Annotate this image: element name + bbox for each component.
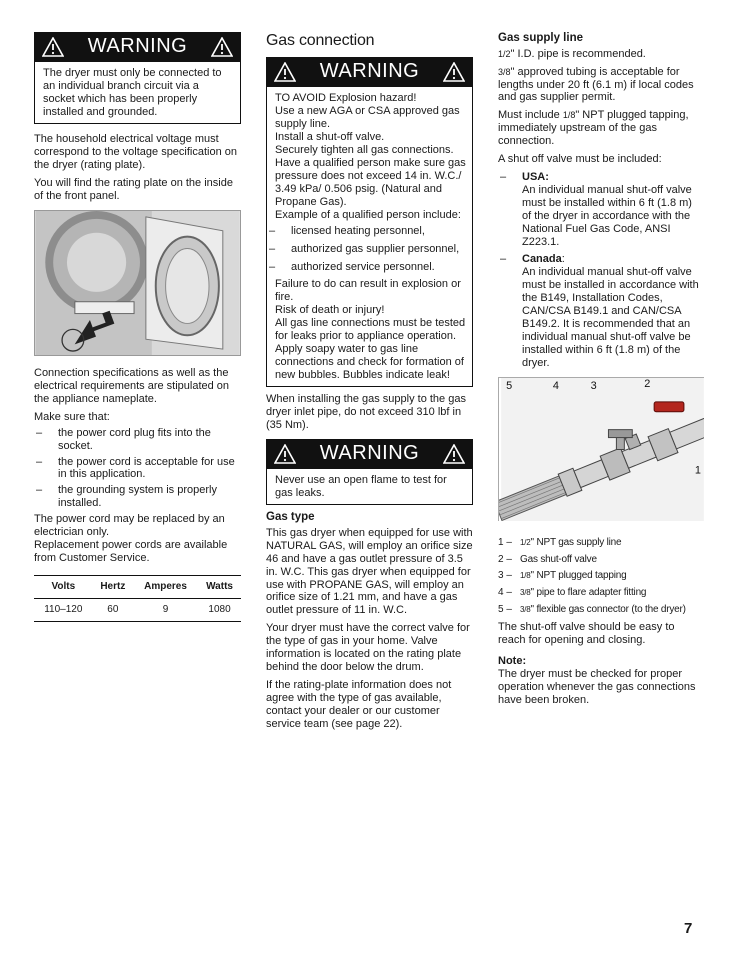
warning-title: WARNING (319, 60, 420, 83)
connection-specs-paragraph: Connection specifications as well as the electrical requirements are stipulated on the appliance nameplate. (34, 366, 230, 405)
warning-line: Example of a qualified person include: (275, 208, 461, 221)
warning-line: Securely tighten all gas connections. (275, 143, 454, 156)
fraction: 3/8 (520, 605, 531, 614)
fraction: 1/8 (562, 110, 576, 121)
warning-body (266, 469, 473, 505)
gas-pipe-diagram (498, 377, 704, 521)
legend-number: 5 – (498, 604, 512, 615)
warning-triangle-icon (443, 444, 465, 464)
warning-line: Install a shut-off valve. (275, 130, 385, 143)
legend-label: " NPT gas supply line (530, 536, 622, 548)
valve-access-paragraph: The shut-off valve should be easy to reach for opening and closing. (498, 620, 675, 646)
country-label: – USA: (522, 171, 549, 184)
warning-triangle-icon (211, 37, 233, 57)
table-header: Hertz (93, 576, 133, 599)
list-item (498, 253, 704, 370)
legend-text (520, 554, 597, 566)
country-text: An individual manual shut-off valve must be installed within 6 ft (1.8 m) of the dryer in accordance with the National Fuel Gas Code, ANSI Z223.1. (522, 184, 692, 249)
warning-header (34, 32, 241, 62)
figure-label: 3 (590, 379, 597, 392)
warning-line: Have a qualified person make sure gas pressure does not exceed 14 in. W.C./ 3.49 kPa/ 0.506 psig. (Natural and Propane Gas). (275, 156, 466, 208)
legend-text (520, 570, 626, 582)
legend-label: " flexible gas connector (to the dryer) (530, 604, 686, 615)
replacement-paragraph: Replacement power cords are available from Customer Service. (34, 539, 228, 565)
figure-label: 2 (644, 377, 651, 390)
electrical-spec-table (34, 575, 241, 622)
warning-body (266, 87, 473, 387)
table-row (34, 599, 241, 622)
pipe-paragraph (498, 48, 704, 61)
legend-number: 2 – (498, 553, 512, 565)
figure-label: 4 (552, 379, 559, 392)
warning-line: Use a new AGA or CSA approved gas supply line. (275, 104, 460, 130)
tapping-text: " NPT plugged tapping, immediately upstream of the gas connection. (498, 109, 689, 148)
note-paragraph (498, 655, 704, 707)
legend-label: " pipe to flare adapter fitting (530, 587, 647, 599)
legend-label: " NPT plugged tapping (530, 570, 627, 582)
list-item: – the grounding system is properly installed. (34, 484, 241, 510)
power-cord-paragraph (34, 513, 241, 539)
gas-type-paragraph: Your dryer must have the correct valve for the type of gas in your home. Valve information is located on the rating plate behind the door below the drum. (266, 622, 470, 674)
table-header-row (34, 576, 241, 599)
qualified-person-list (267, 225, 468, 274)
gas-type-paragraph: This gas dryer when equipped for use with NATURAL GAS, will employ an orifice size 46 and have a gas outlet pressure of 3.5 in. W.C. This gas dryer when equipped for use with PROPANE GAS, will employ an orifice size of 1.21 mm, and have a gas outlet pressure of 11 in. W.C. (266, 526, 473, 617)
table-cell: 60 (93, 599, 133, 622)
list-item: – licensed heating personnel, (267, 225, 468, 238)
table-header: Watts (198, 576, 241, 599)
page-number: 7 (684, 920, 693, 937)
left-column (34, 32, 241, 622)
rating-plate-paragraph: You will find the rating plate on the inside of the front panel. (34, 176, 233, 202)
legend-item (498, 554, 704, 566)
pipe-text: " I.D. pipe is recommended. (510, 47, 646, 60)
fraction: 3/8 (498, 66, 511, 77)
legend-item (498, 537, 704, 549)
voltage-paragraph: The household electrical voltage must correspond to the voltage specification on the dryer (rating plate). (34, 132, 238, 171)
dryer-rating-plate-photo (34, 210, 241, 356)
gas-supply-line-heading: Gas supply line (498, 32, 583, 44)
warning-triangle-icon (443, 62, 465, 82)
note-text: The dryer must be checked for proper operation whenever the gas connections have been broken. (498, 667, 696, 706)
country-list (498, 171, 704, 370)
warning-title: WARNING (87, 35, 188, 58)
right-column (498, 32, 704, 712)
figure-label: 1 (694, 464, 701, 477)
legend-text (520, 537, 621, 549)
warning-header (266, 439, 473, 469)
legend-text (520, 587, 646, 599)
list-item: – the power cord is acceptable for use in this application. (34, 456, 241, 482)
legend-item (498, 570, 704, 582)
warning-triangle-icon (274, 444, 296, 464)
fraction: 3/8 (520, 588, 531, 598)
table-cell: 9 (133, 599, 198, 622)
tubing-paragraph (498, 66, 704, 105)
warning-text: The dryer must only be connected to an individual branch circuit via a socket which has been properly installed and grounded. (43, 67, 222, 118)
warning-line: All gas line connections must be tested for leaks prior to appliance operation. Apply soapy water to gas line connections and check for formation of new bubbles. Bubbles indicate leak! (275, 317, 466, 382)
legend-item (498, 587, 704, 599)
make-sure-list (34, 427, 241, 511)
list-item: – authorized gas supplier personnel, (267, 243, 468, 256)
warning-body (34, 62, 241, 124)
warning-triangle-icon (42, 37, 64, 57)
legend-number: 4 – (498, 587, 512, 599)
legend-text (520, 604, 686, 616)
warning-title: WARNING (319, 442, 420, 465)
warning-text: Never use an open flame to test for gas leaks. (275, 474, 447, 500)
fraction: 1/2 (520, 537, 531, 547)
gas-type-heading: Gas type (266, 511, 315, 524)
fraction: 1/8 (520, 571, 531, 581)
power-cord-text: The power cord may be replaced by an electrician only. (34, 513, 225, 539)
table-header: Amperes (133, 576, 198, 599)
figure-label: 5 (506, 379, 513, 392)
tubing-text: " approved tubing is acceptable for lengths under 20 ft (6.1 m) if local codes and gas supplier permit. (498, 65, 694, 104)
list-item: – the power cord plug fits into the socket. (34, 427, 241, 453)
country-text: An individual manual shut-off valve must be installed in accordance with the B149, Installation Codes, CAN/CSA B149.1 and CAN/CSA B149.2. It is recommended that an individual manual shut-off valve be installed within 6 ft (1.8 m) of the dryer. (522, 266, 699, 369)
list-item: – authorized service personnel. (267, 261, 468, 274)
legend-label: Gas shut-off valve (520, 553, 597, 565)
table-header: Volts (34, 576, 93, 599)
make-sure-paragraph: Make sure that: (34, 410, 110, 423)
shut-off-paragraph: A shut off valve must be included: (498, 153, 662, 166)
legend-number: 3 – (498, 570, 512, 582)
torque-paragraph: When installing the gas supply to the gas dryer inlet pipe, do not exceed 310 lbf in (35 Nm). (266, 393, 466, 432)
country-label-line: Canada: (522, 253, 565, 266)
legend-number: 1 – (498, 536, 512, 548)
fraction: 1/2 (498, 48, 511, 59)
list-item (498, 171, 704, 249)
warning-triangle-icon (274, 62, 296, 82)
middle-column (266, 32, 473, 736)
note-label: Note: (498, 654, 527, 667)
table-cell: 110–120 (34, 599, 93, 622)
tapping-paragraph (498, 109, 704, 148)
warning-line: Failure to do can result in explosion or fire. (275, 278, 461, 304)
gas-type-paragraph: If the rating-plate information does not agree with the type of gas available, contact your dealer or our customer service team (see page 22). (266, 679, 452, 731)
legend-item (498, 604, 704, 616)
warning-line: Risk of death or injury! (275, 304, 385, 317)
warning-header (266, 57, 473, 87)
gas-connection-heading: Gas connection (266, 32, 375, 49)
tapping-text: Must include (498, 109, 563, 122)
warning-line: TO AVOID Explosion hazard! (275, 91, 417, 104)
country-label: Canada (522, 253, 562, 266)
table-cell: 1080 (198, 599, 241, 622)
diagram-legend (498, 537, 704, 616)
